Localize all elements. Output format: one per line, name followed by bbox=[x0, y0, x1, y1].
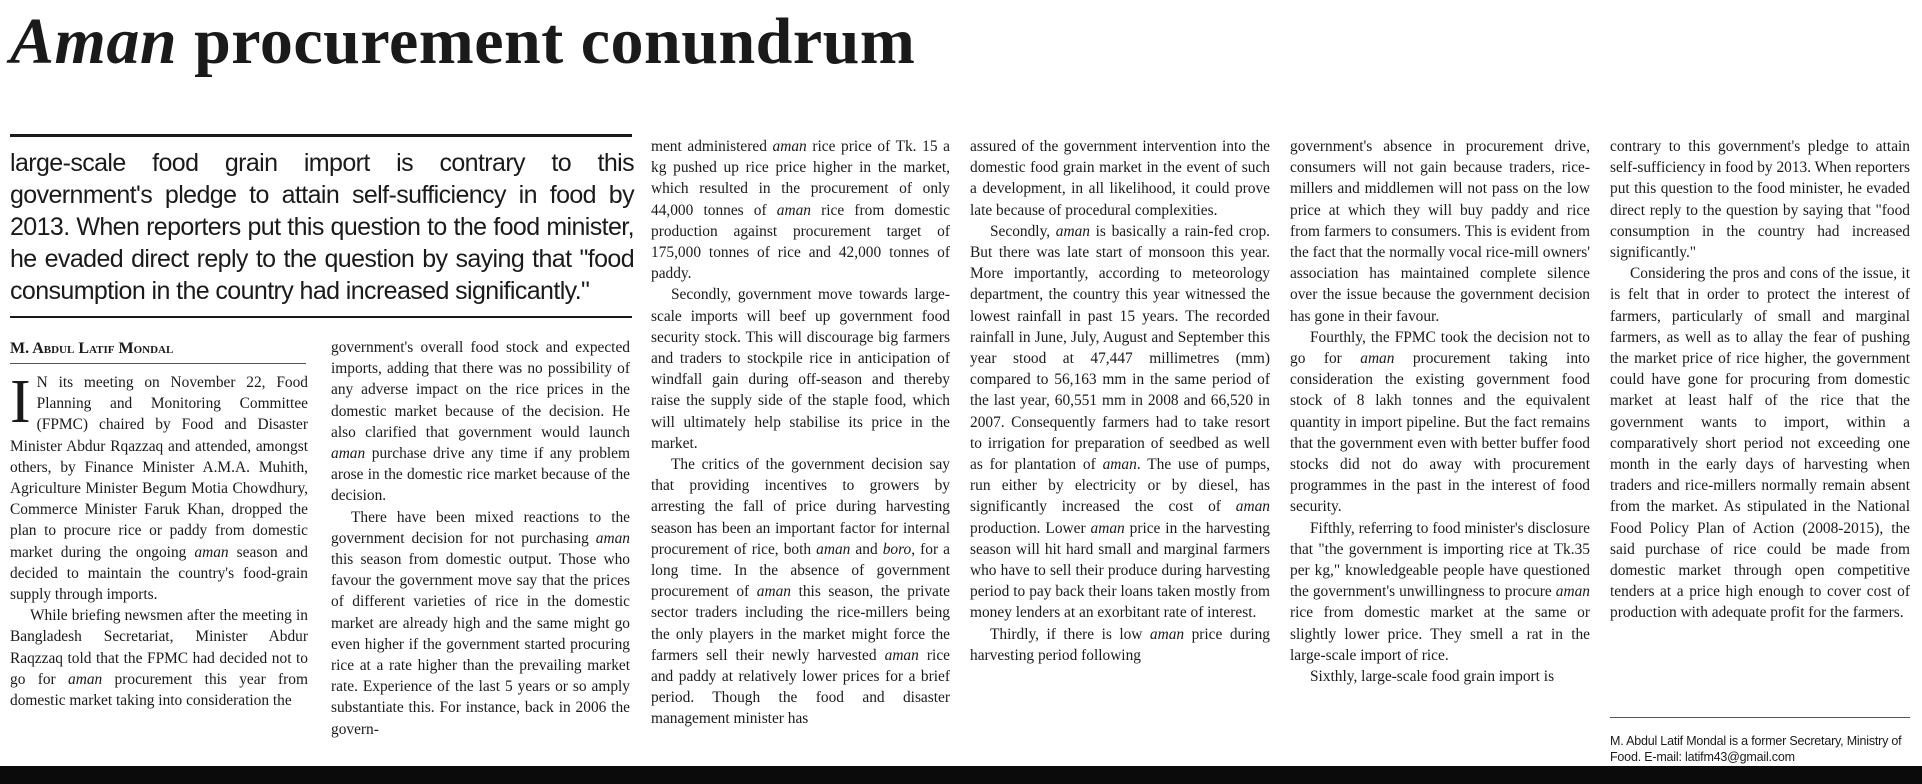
paragraph: assured of the government intervention into the domestic food grain market in the event of such a development, in all likelihood, it could prove late because of procedural complexities. bbox=[970, 138, 1270, 219]
text-run: production. Lower bbox=[970, 519, 1091, 537]
text-run: aman bbox=[756, 583, 791, 601]
text-run: procurement this year from domestic market taking into consideration the bbox=[10, 670, 308, 710]
paragraph: Considering the pros and cons of the issue, it is felt that in order to protect the interest of farmers, particularly of small and marginal farmers, as well as to allay the fear of pushing the market price of rice higher, the government could have gone for procuring from domestic market at least half of the rice that the government wants to import, within a comparatively short period not exceeding one month in the early days of harvesting when traders and rice-millers normally remain absent from the market. As stipulated in the National Food Policy Plan of Action (2008-2015), the said purchase of rice could be made from domestic market through open competitive tenders at a price high enough to cover cost of production with adequate profit for the farmers. bbox=[1610, 265, 1910, 622]
text-run: aman bbox=[595, 529, 630, 547]
paragraph bbox=[10, 605, 308, 711]
text-run: aman bbox=[884, 646, 919, 664]
author-note-rule bbox=[1610, 717, 1910, 718]
pull-quote: large-scale food grain import is contrary to this government's pledge to attain self-sufficiency in food by 2013. When reporters put this question to the food minister, he evaded direct reply to the question by saying that "food consumption in the country had increased significantly." bbox=[10, 149, 634, 305]
text-run: government's overall food stock and expected imports, adding that there was no possibility of any adverse impact on the rice prices in the domestic market because of the decision. He also clarified that government would launch bbox=[331, 339, 630, 441]
paragraph bbox=[10, 372, 308, 605]
paragraph: Sixthly, large-scale food grain import is bbox=[1310, 668, 1555, 686]
paragraph bbox=[331, 337, 630, 507]
text-run: aman bbox=[331, 445, 366, 463]
text-run: rice price of Tk. 15 a kg pushed up rice price higher in the market, which resulted in the procurement of only 44,000 tonnes of bbox=[651, 138, 950, 219]
text-run: price in the harvesting season will hit hard small and marginal farmers who have to sell their produce during harvesting period to pay back their loans taken mostly from money lenders at an exorbitant rate of interest. bbox=[970, 519, 1270, 622]
text-run: Secondly, bbox=[990, 222, 1056, 240]
text-run: aman bbox=[816, 540, 851, 558]
text-run: boro bbox=[882, 540, 912, 558]
byline: M. Abdul Latif Mondal bbox=[10, 340, 174, 357]
text-run: ment administered bbox=[651, 138, 773, 155]
text-run: price during harvesting period following bbox=[970, 625, 1270, 664]
headline bbox=[10, 4, 915, 80]
text-run: purchase drive any time if any problem arose in the domestic rice market because of the decision. bbox=[331, 445, 630, 505]
text-run: aman bbox=[1055, 222, 1090, 240]
byline-rule bbox=[10, 363, 306, 364]
text-run: rice from domestic production against procurement target of 175,000 tonnes of rice and 42,000 tonnes of paddy. bbox=[651, 201, 950, 283]
text-run: aman bbox=[772, 138, 807, 155]
text-run: aman bbox=[1555, 583, 1590, 601]
article-column-3 bbox=[651, 136, 950, 766]
text-run: aman bbox=[776, 201, 811, 219]
text-run: rice and paddy at relatively lower prices for a brief period. Though the food and disaster management minister has bbox=[651, 646, 950, 728]
text-run: this season, the private sector traders including the rice-millers being the only players in the market might force the farmers sell their newly harvested bbox=[651, 583, 950, 664]
pull-quote-rule bbox=[10, 316, 632, 318]
text-run: aman bbox=[1149, 625, 1185, 643]
text-run: this season from domestic output. Those who favour the government move say that the prices of different varieties of rice in the domestic market are already high and the same might go even higher if the government started procuring rice at a rate higher than the prevailing market rate. Experience of the last 5 years or so amply substantiate this. For instance, back in 2006 the govern- bbox=[331, 551, 630, 738]
text-run: The critics of the government decision say that providing incentives to growers by arresting the fall of price during harvesting season has been an important factor for internal procurement of rice, both bbox=[651, 456, 950, 558]
paragraph: Secondly, government move towards large-scale imports will beef up government food security stock. This will discourage big farmers and traders to stockpile rice in anticipation of windfall gain during off-season and thereby raise the supply side of the staple food, which will ultimately help stabilise its price in the market. bbox=[651, 286, 950, 452]
text-run: and bbox=[850, 540, 883, 558]
text-run: rice from domestic market at the same or slightly lower price. They smell a rat in the large-scale import of rice. bbox=[1290, 604, 1590, 664]
text-run: aman bbox=[68, 670, 103, 688]
text-run: is basically a rain-fed crop. But there was late start of monsoon this year. More importantly, according to meteorology department, the country this year witnessed the lowest rainfall in past 15 years. The recorded rainfall in June, July, August and September this year stood at 47,447 millimetres (mm) compared to 56,163 mm in the same period of the last year, 60,551 mm in 2008 and 66,520 in 2007. Consequently farmers had to take resort to irrigation for preparation of seedbed as well as for plantation of bbox=[970, 222, 1270, 474]
author-note: M. Abdul Latif Mondal is a former Secretary, Ministry of Food. E-mail: latifm43@gmail.com bbox=[1610, 734, 1902, 764]
paragraph bbox=[1290, 518, 1590, 666]
text-run: procurement taking into consideration the existing government food stock of 8 lakh tonnes and the equivalent quantity in import pipeline. But the fact remains that the government even with better buffer food stocks did not do away with procurement programmes in the past in the interest of food security. bbox=[1290, 350, 1590, 516]
paragraph bbox=[970, 624, 1270, 666]
text-run: aman bbox=[194, 543, 229, 561]
text-run: aman bbox=[1235, 498, 1270, 516]
text-run: aman bbox=[1090, 519, 1125, 537]
text-run: Fifthly, referring to food minister's disclosure that "the government is importing rice at Tk.35 per kg," knowledgeable people have questioned the government's unwillingness to procure bbox=[1290, 519, 1590, 601]
paragraph bbox=[651, 454, 950, 730]
text-run: , for a long time. In the absence of government procurement of bbox=[651, 540, 950, 601]
paragraph bbox=[970, 221, 1270, 624]
text-run: There have been mixed reactions to the government decision for not purchasing bbox=[331, 508, 630, 547]
article-column-5 bbox=[1290, 136, 1590, 766]
paragraph bbox=[331, 507, 630, 740]
article-column-1 bbox=[10, 372, 308, 766]
article-column-6 bbox=[1610, 136, 1910, 716]
article-column-2 bbox=[331, 337, 630, 766]
text-run: aman bbox=[1102, 456, 1137, 474]
paragraph: government's absence in procurement drive, consumers will not gain because traders, rice-millers and middlemen will not pass on the low price at which they will buy paddy and rice from farmers to consumers. This is evident from the fact that the normally vocal rice-mill owners' association has maintained complete silence over the issue because the government decision has gone in their favour. bbox=[1290, 138, 1590, 325]
headline-italic: Aman bbox=[10, 5, 178, 78]
text-run: Thirdly, if there is low bbox=[990, 625, 1150, 643]
text-run: While briefing newsmen after the meeting in Bangladesh Secretariat, Minister Abdur Raqzzaq told that the FPMC had decided not to go for bbox=[10, 607, 308, 688]
drop-cap: I bbox=[10, 372, 31, 436]
paragraph: contrary to this government's pledge to attain self-sufficiency in food by 2013. When reporters put this question to the food minister, he evaded direct reply to the question by saying that "food consumption in the country had increased significantly." bbox=[1610, 138, 1910, 262]
paragraph bbox=[651, 136, 950, 284]
headline-rest: procurement conundrum bbox=[177, 5, 916, 78]
text-run: Fourthly, the FPMC took the decision not to go for bbox=[1290, 328, 1590, 368]
paragraph bbox=[1290, 327, 1590, 518]
text-run: N its meeting on November 22, Food Planning and Monitoring Committee (FPMC) chaired by Food and Disaster Minister Abdur Rqazzaq and attended, amongst others, by Finance Minister A.M.A. Muhith, Agriculture Minister Begum Motia Chowdhury, Commerce Minister Faruk Khan, dropped the plan to procure rice or paddy from domestic market during the ongoing bbox=[10, 374, 308, 561]
text-run: aman bbox=[1360, 350, 1395, 368]
top-rule bbox=[10, 134, 632, 137]
text-run: . The use of pumps, run either by electricity or by diesel, has significantly increased the cost of bbox=[970, 456, 1270, 516]
article-column-4 bbox=[970, 136, 1270, 766]
text-run: season and decided to maintain the country's food-grain supply through imports. bbox=[10, 543, 308, 604]
